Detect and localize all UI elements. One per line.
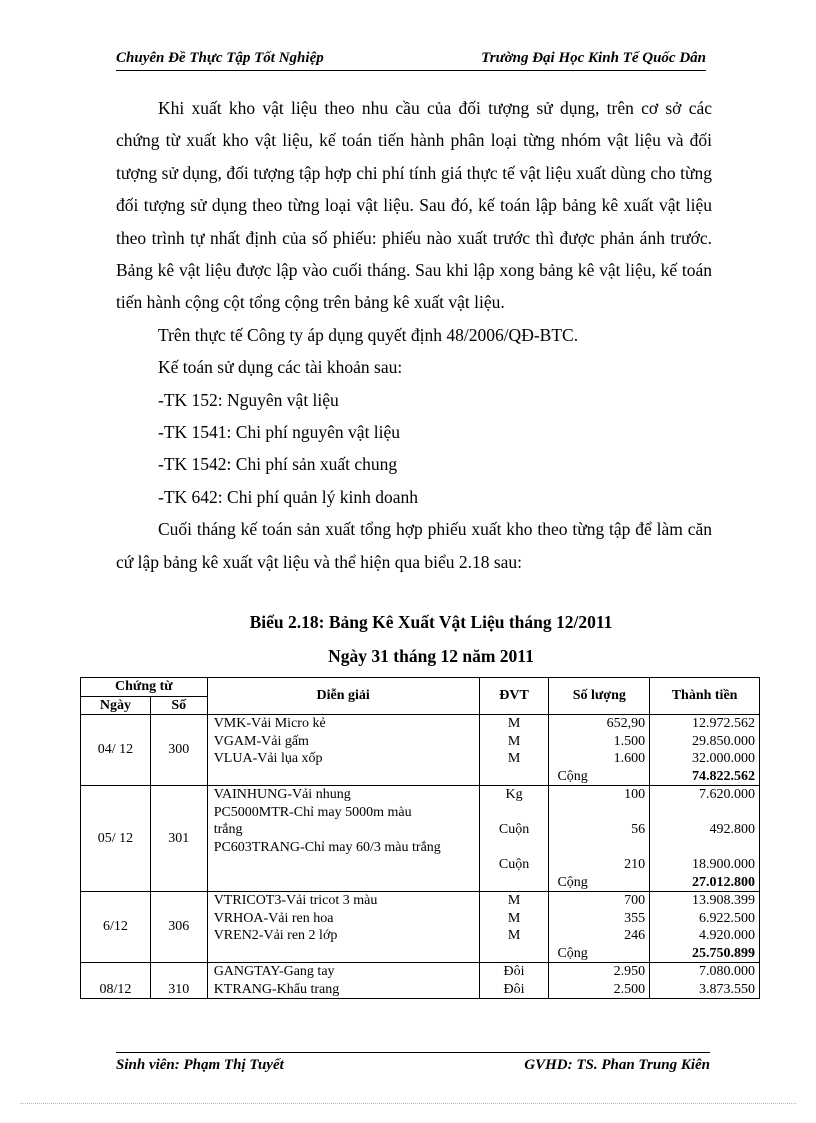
total-label: Cộng <box>557 945 588 961</box>
cell-ngay: 08/12 <box>81 963 151 999</box>
item-amount: 18.900.000 <box>692 857 755 872</box>
account-item: -TK 1542: Chi phí sản xuất chung <box>158 454 398 475</box>
item-unit: Kg <box>505 787 523 802</box>
cell-ngay: 05/ 12 <box>81 786 151 892</box>
item-unit: Cuộn <box>498 822 530 837</box>
item-qty: 1.500 <box>613 733 646 749</box>
item-amount: 29.850.000 <box>692 733 755 749</box>
item-unit: M <box>507 716 521 731</box>
header-dvt: ĐVT <box>479 678 549 715</box>
item-amount: 492.800 <box>709 822 755 837</box>
item-unit: Đôi <box>503 981 525 997</box>
item-desc: VMK-Vải Micro kẻ <box>213 716 326 731</box>
group-total: 27.012.800 <box>692 874 755 890</box>
header-so: Số <box>150 696 207 715</box>
item-desc: VAINHUNG-Vải nhung <box>213 787 351 802</box>
item-unit: M <box>507 893 521 908</box>
item-amount: 13.908.399 <box>692 893 755 908</box>
cell-so: 310 <box>150 963 207 999</box>
header-ngay: Ngày <box>81 696 151 715</box>
item-amount: 12.972.562 <box>692 716 755 731</box>
item-qty: 210 <box>624 857 646 872</box>
item-qty: 355 <box>624 910 646 926</box>
paragraph-3: Kế toán sử dụng các tài khoản sau: <box>158 357 403 378</box>
cell-ngay: 04/ 12 <box>81 715 151 786</box>
item-qty: 246 <box>624 928 646 943</box>
table-date: Ngày 31 tháng 12 năm 2011 <box>328 646 534 666</box>
item-amount: 7.620.000 <box>699 787 755 802</box>
item-qty: 2.500 <box>613 981 646 997</box>
item-desc: PC5000MTR-Chỉ may 5000m màu trắng <box>213 804 412 837</box>
item-desc: VTRICOT3-Vải tricot 3 màu <box>213 893 378 908</box>
page-edge-divider <box>20 1103 796 1104</box>
item-qty: 700 <box>624 893 646 908</box>
item-unit: Cuộn <box>498 857 530 872</box>
item-amount: 7.080.000 <box>699 964 755 979</box>
cell-so: 301 <box>150 786 207 892</box>
header-diengiai: Diễn giải <box>207 678 479 715</box>
item-amount: 32.000.000 <box>692 751 755 766</box>
item-amount: 3.873.550 <box>699 981 755 997</box>
item-desc: GANGTAY-Gang tay <box>213 964 335 979</box>
footer-student: Sinh viên: Phạm Thị Tuyết <box>116 1057 284 1073</box>
item-qty: 100 <box>624 787 646 802</box>
item-amount: 6.922.500 <box>699 910 755 926</box>
item-desc: KTRANG-Khẩu trang <box>213 981 340 997</box>
item-unit: Đôi <box>503 964 525 979</box>
item-desc: VRHOA-Vải ren hoa <box>213 910 334 926</box>
item-desc: PC603TRANG-Chỉ may 60/3 màu trắng <box>213 839 441 855</box>
header-chungtu: Chứng từ <box>81 678 208 697</box>
item-unit: M <box>507 928 521 943</box>
item-amount: 4.920.000 <box>699 928 755 943</box>
paragraph-4: Cuối tháng kế toán sản xuất tổng hợp phiếu xuất kho theo từng tập để làm căn cứ lập bảng kê xuất vật liệu và thể hiện qua biểu 2.18 sau: <box>116 519 712 572</box>
item-qty: 56 <box>631 822 646 837</box>
item-desc: VREN2-Vải ren 2 lớp <box>213 928 338 943</box>
table-row <box>81 963 760 999</box>
cell-so: 306 <box>150 892 207 963</box>
header-left: Chuyên Đề Thực Tập Tốt Nghiệp <box>116 50 324 66</box>
table-title: Biểu 2.18: Bảng Kê Xuất Vật Liệu tháng 12/2011 <box>249 612 613 632</box>
group-total: 25.750.899 <box>692 945 755 961</box>
item-qty: 652,90 <box>606 716 646 731</box>
item-desc: VLUA-Vải lụa xốp <box>213 751 323 766</box>
item-unit: M <box>507 910 521 926</box>
account-item: -TK 1541: Chi phí nguyên vật liệu <box>158 422 401 443</box>
item-unit: M <box>507 733 521 749</box>
material-issue-table <box>80 677 760 999</box>
total-label: Cộng <box>557 874 588 890</box>
page-header <box>116 48 706 71</box>
group-total: 74.822.562 <box>692 768 755 784</box>
cell-ngay: 6/12 <box>81 892 151 963</box>
body-text <box>116 92 712 578</box>
item-qty: 2.950 <box>613 964 646 979</box>
table-row <box>81 786 760 892</box>
header-soluong: Số lượng <box>549 678 650 715</box>
table-row <box>81 892 760 963</box>
account-item: -TK 152: Nguyên vật liệu <box>158 389 339 410</box>
item-desc: VGAM-Vải gấm <box>213 733 309 749</box>
header-right: Trường Đại Học Kinh Tế Quốc Dân <box>481 50 706 66</box>
total-label: Cộng <box>557 768 588 784</box>
paragraph-2: Trên thực tế Công ty áp dụng quyết định 48/2006/QĐ-BTC. <box>158 324 579 345</box>
account-item: -TK 642: Chi phí quản lý kinh doanh <box>158 486 419 507</box>
paragraph-1: Khi xuất kho vật liệu theo nhu cầu của đối tượng sử dụng, trên cơ sở các chứng từ xuất kho vật liệu, kế toán tiến hành phân loại từng nhóm vật liệu và đối tượng sử dụng, đối tượng tập hợp chi phí tính giá thực tế vật liệu xuất dùng cho từng đối tượng sử dụng theo từng loại vật liệu. Sau đó, kế toán lập bảng kê xuất vật liệu theo trình tự nhất định của số phiếu: phiếu nào xuất trước thì được phản ánh trước. Bảng kê vật liệu được lập vào cuối tháng. Sau khi lập xong bảng kê vật liệu, kế toán tiến hành cộng cột tổng cộng trên bảng kê xuất vật liệu. <box>116 98 712 313</box>
header-thanhtien: Thành tiền <box>650 678 760 715</box>
cell-so: 300 <box>150 715 207 786</box>
table-row <box>81 715 760 786</box>
page-footer <box>116 1052 710 1077</box>
item-unit: M <box>507 751 521 766</box>
item-qty: 1.600 <box>613 751 646 766</box>
footer-advisor: GVHD: TS. Phan Trung Kiên <box>524 1057 710 1073</box>
